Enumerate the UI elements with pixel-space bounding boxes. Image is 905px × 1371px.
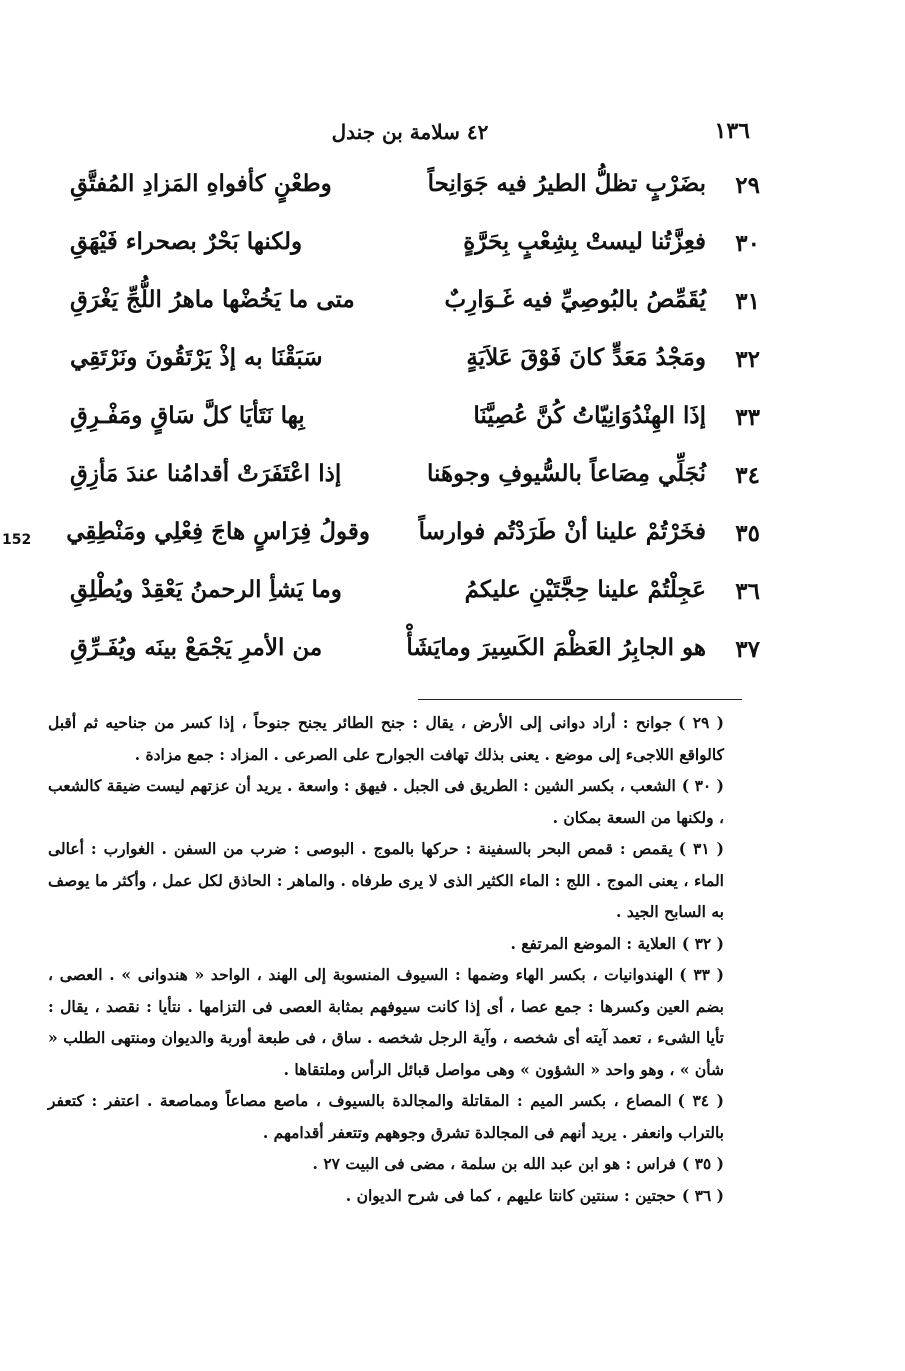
footnote-text: يقمص : قمص البحر بالسفينة : حركها بالموج . البوصى : ضرب من السفن . الغوارب : أعالى الماء ، يعنى الموج . اللج : الماء الكثير الذى لا يرى طرفاه . والماهر : الحاذق لكل عمل ، وأكثر ما يوصف به السابح الجيد .	[48, 839, 724, 921]
footnote-label: ( ٢٩ )	[678, 713, 724, 732]
verse-line	[60, 626, 760, 684]
verse-number: ٣٢	[735, 346, 760, 373]
footnote	[48, 707, 758, 770]
footnote	[48, 959, 758, 1085]
verse-first-hemistich: نُجَلِّي مِصَاعاً بالسُّيوفِ وجوهَنا	[427, 460, 706, 487]
verse-first-hemistich: هو الجابِرُ العَظْمَ الكَسِيرَ ومايَشَأْ	[406, 634, 706, 661]
footnote-separator	[418, 699, 742, 700]
verse-line	[60, 336, 760, 394]
verse-second-hemistich: وقولُ فِرَاسٍ هاجَ فِعْلِي ومَنْطِقِي	[66, 518, 370, 545]
footnote-text: حجتين : سنتين كانتا عليهم ، كما فى شرح الديوان .	[345, 1185, 676, 1205]
footnote-label: ( ٣٦ )	[681, 1185, 724, 1205]
verse-number: ٣١	[735, 288, 760, 315]
margin-page-number: 152	[2, 532, 32, 548]
verse-number: ٣٠	[735, 230, 760, 257]
verse-first-hemistich: إذَا الهِنْدُوَانِيّاتُ كُنَّ عُصِيَّنَا	[473, 402, 706, 429]
footnote	[48, 928, 758, 960]
verse-line	[60, 278, 760, 336]
footnote-label: ( ٣٤ )	[677, 1091, 725, 1110]
footnote-text: جوانح : أراد دوانى إلى الأرض ، يقال : جنح الطائر يجنح جنوحاً ، إذا كسر من جناحيه ثم أقبل كالواقع اللاجىء إلى موضع . يعنى بذلك تهافت الجوارح على الصرعى . المزاد : جمع مزادة .	[48, 713, 724, 764]
footnote-label: ( ٣٢ )	[681, 933, 724, 953]
verse-first-hemistich: بضَرْبٍ تظلُّ الطيرُ فيه جَوَانِحاً	[427, 170, 706, 197]
verse-first-hemistich: عَجِلْتُمْ علينا حِجَّتَيْنِ عليكمُ	[464, 576, 706, 603]
footnote-text: الهندوانيات ، بكسر الهاء وضمها : السيوف المنسوبة إلى الهند ، الواحد « هندوانى » . العصى ، بضم العين وكسرها : جمع عصا ، أى إذا كانت سيوفهم بمثابة العصى فى التزامها . نتأيا : نقصد ، يقال : تأيا الشىء ، تعمد آيته أى شخصه ، وآية الرجل شخصه . ساق ، فى طبعة أوربة والديوان ومنتهى الطلب « شأن » ، وهو واحد « الشؤون » وهى مواصل قبائل الرأس وملتقاها .	[48, 965, 724, 1079]
verse-second-hemistich: إذا اعْتَفَرَتْ أقدامُنا عندَ مَأزِقِ	[70, 460, 342, 487]
running-title: ٤٢ سلامة بن جندل	[331, 120, 489, 144]
footnote-text: الشعب ، بكسر الشين : الطريق فى الجبل . فيهق : واسعة . يريد أن عزتهم ليست ضيقة كالشعب ، ولكنها من السعة بمكان .	[48, 776, 724, 827]
verse-second-hemistich: من الأمرِ يَجْمَعْ بينَه ويُفَـرِّقِ	[70, 634, 323, 661]
footnote	[48, 833, 758, 928]
footnote	[48, 1180, 758, 1212]
verse-line	[60, 452, 760, 510]
verse-line	[60, 162, 760, 220]
footnote-text: العلاية : الموضع المرتفع .	[510, 933, 676, 953]
verse-number: ٣٦	[735, 578, 760, 605]
verse-first-hemistich: فعِزَّتُنا ليستْ بِشِعْبٍ بِحَرَّةٍ	[463, 228, 706, 255]
page-number: ١٣٦	[714, 118, 750, 144]
verse-line	[60, 394, 760, 452]
footnote-label: ( ٣٣ )	[679, 965, 725, 984]
verse-number: ٣٧	[735, 636, 760, 663]
verse-number: ٣٤	[735, 462, 760, 489]
verse-second-hemistich: وما يَشأِ الرحمنُ يَعْقِدْ ويُطْلِقِ	[70, 576, 342, 603]
verse-second-hemistich: وطعْنٍ كأفواهِ المَزادِ المُفتَّقِ	[70, 170, 332, 197]
poem-verses	[60, 162, 760, 684]
verse-second-hemistich: سَبَقْنَا به إذْ يَرْتَقُونَ ونَرْتَقِي	[70, 344, 323, 371]
footnote-text: فراس : هو ابن عبد الله بن سلمة ، مضى فى البيت ٢٧ .	[312, 1154, 676, 1173]
verse-first-hemistich: يُقَمِّصُ بالبُوصِيِّ فيه غَـوَارِبٌ	[444, 286, 706, 313]
verse-second-hemistich: ولكنها بَحْرٌ بصحراء فَيْهَقِ	[70, 228, 303, 255]
footnote-label: ( ٣٠ )	[681, 776, 724, 795]
footnote-label: ( ٣٥ )	[681, 1154, 724, 1173]
footnote	[48, 1085, 758, 1148]
verse-first-hemistich: فخَرْتُمْ علينا أنْ طَرَدْتُم فوارساً	[418, 518, 706, 545]
verse-second-hemistich: بِها نَتَأيَا كلَّ سَاقٍ ومَفْـرِقِ	[70, 402, 305, 429]
verse-number: ٣٥	[735, 520, 760, 547]
footnote	[48, 770, 758, 833]
footnote-text: المصاع ، بكسر الميم : المقاتلة والمجالدة بالسيوف ، ماصع مصاعاً ومماصعة . اعتفر : كتعفر بالتراب وانعفر . يريد أنهم فى المجالدة تشرق وجوههم وتتعفر أقدامهم .	[48, 1091, 724, 1142]
verse-number: ٢٩	[735, 172, 760, 199]
footnotes	[48, 707, 758, 1211]
verse-line	[60, 568, 760, 626]
verse-line	[60, 510, 760, 568]
verse-line	[60, 220, 760, 278]
footnote	[48, 1148, 758, 1180]
verse-first-hemistich: ومَجْدُ مَعَدٍّ كانَ فَوْقَ عَلاَيَةٍ	[466, 344, 706, 371]
page-header	[70, 118, 750, 152]
footnote-label: ( ٣١ )	[678, 839, 724, 858]
verse-number: ٣٣	[735, 404, 760, 431]
verse-second-hemistich: متى ما يَخُضْها ماهرُ اللُّجِّ يَغْرَقِ	[70, 286, 355, 313]
